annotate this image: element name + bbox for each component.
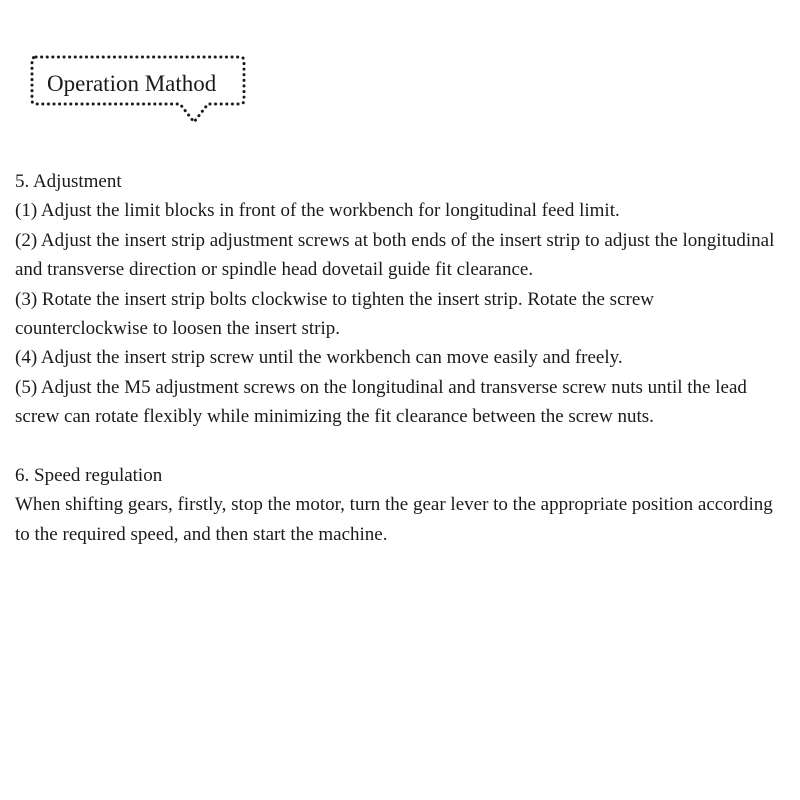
adjustment-item-5: (5) Adjust the M5 adjustment screws on the longitudinal and transverse screw nuts until the lead screw can rotate flexibly while minimizing the fit clearance between the screw nuts. xyxy=(15,376,747,428)
adjustment-item-2: (2) Adjust the insert strip adjustment screws at both ends of the insert strip to adjust the longitudinal and transverse direction or spindle head dovetail guide fit clearance. xyxy=(15,229,775,281)
section-spacer xyxy=(15,432,780,461)
adjustment-item-3: (3) Rotate the insert strip bolts clockwise to tighten the insert strip. Rotate the screw counterclockwise to loosen the insert strip. xyxy=(15,288,654,340)
adjustment-item-4: (4) Adjust the insert strip screw until the workbench can move easily and freely. xyxy=(15,347,623,369)
adjustment-item-1: (1) Adjust the limit blocks in front of the workbench for longitudinal feed limit. xyxy=(15,200,620,222)
section-title-callout xyxy=(28,52,248,132)
speed-regulation-text: When shifting gears, firstly, stop the motor, turn the gear lever to the appropriate position according to the required speed, and then start the machine. xyxy=(15,494,773,545)
instructions-content xyxy=(15,167,780,549)
page-title: Operation Mathod xyxy=(47,71,217,96)
section-heading-speed: 6. Speed regulation xyxy=(15,465,163,487)
section-heading-adjustment: 5. Adjustment xyxy=(15,171,122,192)
